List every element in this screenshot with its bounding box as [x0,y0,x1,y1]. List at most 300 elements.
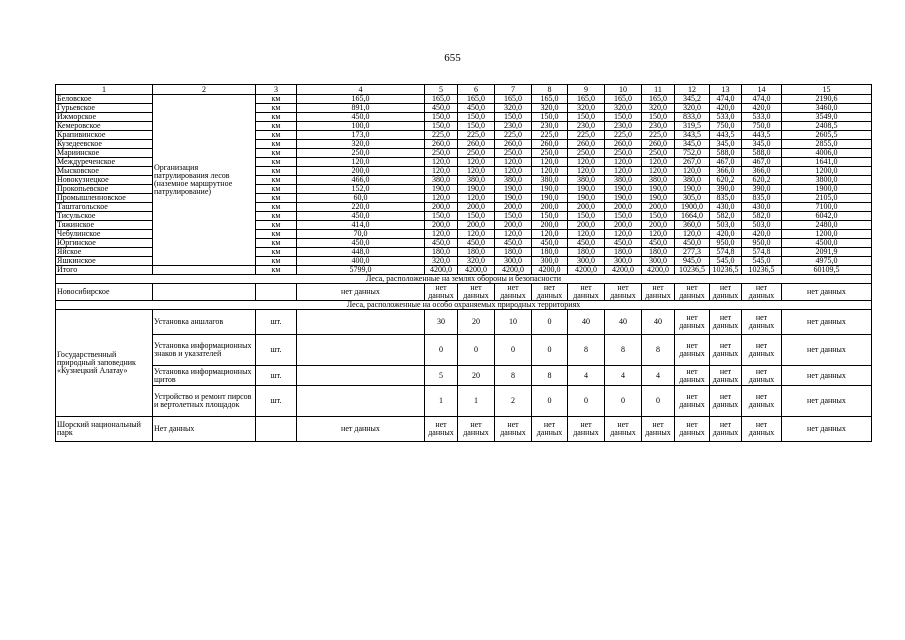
value-cell: 0 [425,335,458,366]
total-label: Итого [56,266,153,275]
value-cell: 152,0 [297,185,425,194]
value-cell: нет данных [458,417,495,442]
value-cell: 120,0 [642,158,675,167]
column-header: 11 [642,85,675,95]
section-row-protected [56,301,872,310]
value-cell: 450,0 [495,239,532,248]
value-cell: 30 [425,310,458,335]
value-cell: 300,0 [605,257,642,266]
column-header: 2 [153,85,256,95]
value-cell: 250,0 [605,149,642,158]
value-cell: 150,0 [532,113,568,122]
total-value: 4200,0 [605,266,642,275]
value-cell: 450,0 [297,239,425,248]
value-cell: 165,0 [642,95,675,104]
activity-name: Установка информационных знаков и указателей [153,335,256,366]
value-cell: 8 [642,335,675,366]
value-cell: нет данных [710,284,742,301]
value-cell: 225,0 [568,131,605,140]
district-name: Беловское [56,95,153,104]
table-row [56,335,872,366]
value-cell: 120,0 [605,167,642,176]
value-cell: 474,0 [742,95,782,104]
value-cell: 230,0 [495,122,532,131]
district-name: Прокопьевское [56,185,153,194]
value-cell: 320,0 [568,104,605,113]
unit-cell: км [256,131,297,140]
unit-cell: км [256,203,297,212]
value-cell: нет данных [642,417,675,442]
value-cell: 833,0 [675,113,710,122]
value-cell: 4 [605,366,642,386]
activity-name: Нет данных [153,417,256,442]
total-value: 4200,0 [532,266,568,275]
column-header: 12 [675,85,710,95]
district-name: Яшкинское [56,257,153,266]
value-cell: 390,0 [742,185,782,194]
value-cell: 420,0 [710,104,742,113]
value-cell: 200,0 [532,203,568,212]
value-cell: 120,0 [605,230,642,239]
value-cell: нет данных [742,335,782,366]
value-cell: 190,0 [495,185,532,194]
value-cell: 450,0 [297,113,425,122]
value-cell: 190,0 [675,185,710,194]
district-name: Ижморское [56,113,153,122]
value-cell: 190,0 [425,185,458,194]
value-cell: 180,0 [532,248,568,257]
unit-cell: км [256,95,297,104]
value-cell: 120,0 [568,158,605,167]
column-header: 10 [605,85,642,95]
value-cell: 319,5 [675,122,710,131]
value-cell: 120,0 [642,167,675,176]
value-cell: нет данных [782,366,872,386]
column-header: 9 [568,85,605,95]
value-cell: 305,0 [675,194,710,203]
total-value: 10236,5 [742,266,782,275]
value-cell: 277,3 [675,248,710,257]
section-title: Леса, расположенные на землях обороны и безопасности [56,275,872,284]
value-cell: 150,0 [642,212,675,221]
district-name: Новокузнецкое [56,176,153,185]
value-cell: 267,0 [675,158,710,167]
value-cell: 150,0 [425,122,458,131]
unit-cell: шт. [256,310,297,335]
value-cell: 835,0 [742,194,782,203]
value-cell: нет данных [532,284,568,301]
value-cell: 588,0 [710,149,742,158]
value-cell: 366,0 [710,167,742,176]
value-cell: 120,0 [458,158,495,167]
value-cell: 190,0 [642,185,675,194]
unit-cell: шт. [256,366,297,386]
value-cell: 190,0 [458,185,495,194]
value-cell: 380,0 [605,176,642,185]
value-cell: 320,0 [425,257,458,266]
total-value: 4200,0 [425,266,458,275]
value-cell: 4006,0 [782,149,872,158]
value-cell: нет данных [675,310,710,335]
value-cell: нет данных [532,417,568,442]
value-cell: 120,0 [495,230,532,239]
value-cell: 380,0 [568,176,605,185]
value-cell: 200,0 [605,203,642,212]
district-name: Промышленновское [56,194,153,203]
value-cell: 5 [425,366,458,386]
value-cell: 230,0 [568,122,605,131]
unit-cell: км [256,113,297,122]
value-cell: 474,0 [710,95,742,104]
value-cell: 120,0 [675,167,710,176]
unit-cell: км [256,239,297,248]
empty-cell [153,284,256,301]
value-cell: нет данных [742,386,782,417]
value-cell: 120,0 [495,158,532,167]
value-cell: нет данных [675,366,710,386]
value-cell: 120,0 [425,230,458,239]
value-cell: 250,0 [495,149,532,158]
column-header: 13 [710,85,742,95]
value-cell: 120,0 [297,158,425,167]
value-cell: 582,0 [742,212,782,221]
value-cell: 120,0 [425,167,458,176]
value-cell: 2855,0 [782,140,872,149]
value-cell: 4500,0 [782,239,872,248]
value-cell: 165,0 [458,95,495,104]
value-cell: 200,0 [495,203,532,212]
value-cell: 260,0 [495,140,532,149]
unit-cell: км [256,149,297,158]
value-cell: 450,0 [458,104,495,113]
value-cell: 2105,0 [782,194,872,203]
value-cell: 345,2 [675,95,710,104]
value-cell: 150,0 [495,212,532,221]
total-value: 4200,0 [568,266,605,275]
value-cell: 40 [642,310,675,335]
value-cell: 4975,0 [782,257,872,266]
value-cell: нет данных [568,417,605,442]
value-cell: 150,0 [568,113,605,122]
value-cell: 3549,0 [782,113,872,122]
value-cell: 443,5 [710,131,742,140]
value-cell: 260,0 [458,140,495,149]
district-name: Тисульское [56,212,153,221]
value-cell: 150,0 [642,113,675,122]
value-cell: 150,0 [425,212,458,221]
value-cell: 0 [568,386,605,417]
value-cell: 150,0 [458,212,495,221]
value-cell: 2408,5 [782,122,872,131]
value-cell: 450,0 [532,239,568,248]
value-cell: 190,0 [642,194,675,203]
value-cell: 750,0 [742,122,782,131]
value-cell: 120,0 [425,158,458,167]
value-cell: нет данных [782,310,872,335]
unit-cell: км [256,158,297,167]
value-cell: 443,5 [742,131,782,140]
value-cell: 150,0 [458,113,495,122]
value-cell: 120,0 [642,230,675,239]
value-cell: 320,0 [297,140,425,149]
table-row [56,366,872,386]
unit-cell: км [256,176,297,185]
unit-cell: км [256,122,297,131]
value-cell: 450,0 [605,239,642,248]
value-cell: 100,0 [297,122,425,131]
value-cell: 430,0 [710,203,742,212]
value-cell: 165,0 [495,95,532,104]
value-cell: нет данных [710,386,742,417]
value-cell: 345,0 [675,140,710,149]
unit-cell: км [256,212,297,221]
value-cell: 225,0 [495,131,532,140]
value-cell: 120,0 [675,230,710,239]
value-cell: 250,0 [568,149,605,158]
value-cell: 120,0 [495,167,532,176]
table-row [56,95,872,104]
value-cell: 150,0 [568,212,605,221]
total-value: 10236,5 [710,266,742,275]
district-name: Междуреченское [56,158,153,167]
value-cell: 165,0 [568,95,605,104]
value-cell: 120,0 [568,167,605,176]
value-cell: 950,0 [710,239,742,248]
total-value: 60109,5 [782,266,872,275]
value-cell: 420,0 [742,104,782,113]
value-cell: 165,0 [532,95,568,104]
value-cell: 260,0 [532,140,568,149]
value-cell: 503,0 [710,221,742,230]
empty-cell [297,366,425,386]
value-cell: 366,0 [742,167,782,176]
value-cell: 2190,6 [782,95,872,104]
value-cell: 320,0 [532,104,568,113]
value-cell: нет данных [742,417,782,442]
value-cell: 0 [458,335,495,366]
value-cell: 300,0 [532,257,568,266]
column-header: 5 [425,85,458,95]
value-cell: 320,0 [605,104,642,113]
value-cell: нет данных [605,417,642,442]
value-cell: 190,0 [605,185,642,194]
value-cell: нет данных [605,284,642,301]
value-cell: 380,0 [642,176,675,185]
value-cell: 343,5 [675,131,710,140]
value-cell: 450,0 [425,239,458,248]
unit-cell: км [256,140,297,149]
value-cell: 230,0 [532,122,568,131]
activity-organization: Организация патрулирования лесов (наземное маршрутное патрулирование) [153,95,256,266]
value-cell: 260,0 [425,140,458,149]
value-cell: 2 [495,386,532,417]
value-cell: нет данных [495,417,532,442]
value-cell: 300,0 [495,257,532,266]
value-cell: 20 [458,366,495,386]
column-header: 15 [782,85,872,95]
total-value: 4200,0 [458,266,495,275]
value-cell: 150,0 [495,113,532,122]
value-cell: 0 [642,386,675,417]
value-cell: 200,0 [532,221,568,230]
value-cell: 752,0 [675,149,710,158]
district-name: Тяжинское [56,221,153,230]
value-cell: нет данных [782,417,872,442]
empty-cell [256,284,297,301]
column-header: 7 [495,85,532,95]
value-cell: 1664,0 [675,212,710,221]
value-cell: 260,0 [605,140,642,149]
value-cell: 120,0 [458,194,495,203]
value-cell: 320,0 [458,257,495,266]
value-cell: нет данных [675,386,710,417]
value-cell: 533,0 [710,113,742,122]
value-cell: 320,0 [642,104,675,113]
value-cell: 320,0 [675,104,710,113]
value-cell: 3460,0 [782,104,872,113]
value-cell: 250,0 [425,149,458,158]
value-cell: нет данных [425,284,458,301]
value-cell: 2480,0 [782,221,872,230]
value-cell: 0 [532,335,568,366]
column-header: 14 [742,85,782,95]
unit-cell: км [256,194,297,203]
value-cell: нет данных [710,335,742,366]
value-cell: 165,0 [297,95,425,104]
value-cell: 380,0 [675,176,710,185]
value-cell: 545,0 [710,257,742,266]
value-cell: 1200,0 [782,230,872,239]
total-row [56,266,872,275]
value-cell: 4 [568,366,605,386]
value-cell: 180,0 [458,248,495,257]
page-number: 655 [444,52,461,64]
value-cell: нет данных [710,366,742,386]
value-cell: нет данных [782,284,872,301]
value-cell: 190,0 [495,194,532,203]
value-cell: нет данных [495,284,532,301]
value-cell: 60,0 [297,194,425,203]
value-cell: 620,2 [742,176,782,185]
value-cell: 70,0 [297,230,425,239]
value-cell: 150,0 [532,212,568,221]
value-cell: нет данных [458,284,495,301]
column-header: 4 [297,85,425,95]
value-cell: 120,0 [532,158,568,167]
value-cell: 190,0 [605,194,642,203]
value-cell: 1 [458,386,495,417]
unit-cell: шт. [256,335,297,366]
park-name: Шорский национальный парк [56,417,153,442]
value-cell: 260,0 [568,140,605,149]
activity-name: Устройство и ремонт пирсов и вертолетных площадок [153,386,256,417]
district-name: Юргинское [56,239,153,248]
value-cell: 588,0 [742,149,782,158]
column-header: 3 [256,85,297,95]
unit-cell: шт. [256,386,297,417]
value-cell: 120,0 [605,158,642,167]
value-cell: 8 [605,335,642,366]
unit-cell: км [256,230,297,239]
unit-cell: км [256,266,297,275]
value-cell: 40 [568,310,605,335]
value-cell: 225,0 [532,131,568,140]
district-name: Мысковское [56,167,153,176]
value-cell: 467,0 [742,158,782,167]
value-cell: 120,0 [458,230,495,239]
value-cell: 1641,0 [782,158,872,167]
value-cell: 190,0 [568,185,605,194]
value-cell: 250,0 [458,149,495,158]
district-name: Кемеровское [56,122,153,131]
value-cell: 190,0 [568,194,605,203]
section-title: Леса, расположенные на особо охраняемых природных территориях [56,301,872,310]
value-cell: 200,0 [425,221,458,230]
value-cell: 8 [532,366,568,386]
unit-cell: км [256,167,297,176]
empty-cell [297,386,425,417]
value-cell: нет данных [425,417,458,442]
value-cell: 380,0 [458,176,495,185]
value-cell: нет данных [782,386,872,417]
value-cell: 200,0 [642,203,675,212]
activity-name: Установка аншлагов [153,310,256,335]
value-cell: 165,0 [425,95,458,104]
value-cell: 190,0 [532,194,568,203]
value-cell: 180,0 [425,248,458,257]
empty-cell [297,310,425,335]
value-cell: 0 [605,386,642,417]
value-cell: 10 [495,310,532,335]
value-cell: 150,0 [605,212,642,221]
value-cell: 200,0 [458,221,495,230]
value-cell: 6042,0 [782,212,872,221]
value-cell: 0 [532,310,568,335]
value-cell: нет данных [742,284,782,301]
value-cell: 200,0 [458,203,495,212]
value-cell: 300,0 [568,257,605,266]
value-cell: 450,0 [675,239,710,248]
value-cell: 574,8 [710,248,742,257]
value-cell: 225,0 [642,131,675,140]
value-cell: нет данных [675,335,710,366]
total-value: 5799,0 [297,266,425,275]
column-header: 8 [532,85,568,95]
district-name: Яйское [56,248,153,257]
total-value: 10236,5 [675,266,710,275]
column-header: 6 [458,85,495,95]
value-cell: 750,0 [710,122,742,131]
value-cell: 200,0 [297,167,425,176]
value-cell: 40 [605,310,642,335]
value-cell: 450,0 [642,239,675,248]
value-cell: 945,0 [675,257,710,266]
value-cell: 2605,5 [782,131,872,140]
value-cell: 2091,9 [782,248,872,257]
value-cell: 3800,0 [782,176,872,185]
total-value: 4200,0 [642,266,675,275]
value-cell: 190,0 [532,185,568,194]
value-cell: 250,0 [642,149,675,158]
table-row [56,417,872,442]
value-cell: 250,0 [297,149,425,158]
value-cell: 8 [568,335,605,366]
value-cell: 574,8 [742,248,782,257]
unit-cell: км [256,248,297,257]
value-cell: 503,0 [742,221,782,230]
value-cell: 430,0 [742,203,782,212]
value-cell: 180,0 [495,248,532,257]
